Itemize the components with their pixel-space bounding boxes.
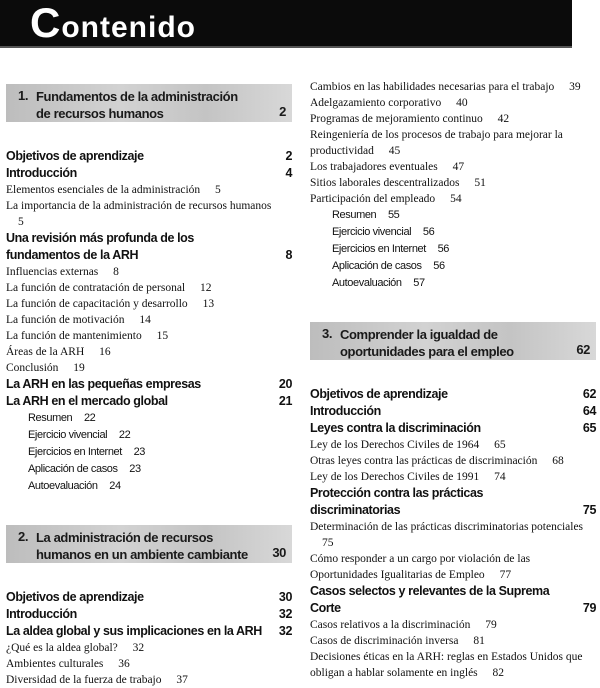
toc-entry[interactable] xyxy=(310,79,596,95)
page-number: 56 xyxy=(433,260,445,272)
entry-title: Ejercicio vivencial xyxy=(332,226,412,238)
subsection-entry[interactable] xyxy=(310,241,596,258)
entry-title: Participación del empleado xyxy=(310,193,436,205)
entry-title: Ambientes culturales xyxy=(6,658,104,670)
entry-title: Ejercicio vivencial xyxy=(28,429,108,441)
page-number: 30 xyxy=(278,590,292,604)
page-number: 30 xyxy=(272,545,286,560)
toc-entry[interactable] xyxy=(310,111,596,127)
subsection-entry[interactable] xyxy=(310,258,596,275)
entry-title: Conclusión xyxy=(6,362,59,374)
entry-title: Determinación de las prácticas discriminatorias potenciales xyxy=(310,521,584,533)
page-number: 37 xyxy=(176,674,188,686)
entry-title: La ARH en el mercado global xyxy=(6,394,168,408)
section-heading[interactable] xyxy=(310,583,596,617)
toc-entry[interactable] xyxy=(310,551,596,583)
entry-title: Ley de los Derechos Civiles de 1991 xyxy=(310,471,480,483)
entry-title: Otras leyes contra las prácticas de discriminación xyxy=(310,455,538,467)
page-number: 8 xyxy=(285,248,292,262)
toc-entry[interactable] xyxy=(310,191,596,207)
entry-title: Aplicación de casos xyxy=(332,260,422,272)
page-number: 51 xyxy=(474,177,486,189)
page-number: 82 xyxy=(492,667,505,679)
entry-title: Los trabajadores eventuales xyxy=(310,161,438,173)
page-number: 55 xyxy=(387,209,400,221)
toc-entry[interactable] xyxy=(310,453,596,469)
chapter-number: 2. xyxy=(18,529,29,544)
page-number: 47 xyxy=(452,161,465,173)
toc-entry[interactable] xyxy=(6,344,292,360)
toc-left-column xyxy=(6,84,292,688)
page-number: 54 xyxy=(450,193,462,205)
section-heading[interactable] xyxy=(310,386,596,403)
entry-title: Adelgazamiento corporativo xyxy=(310,97,442,109)
toc-entry[interactable] xyxy=(310,95,596,111)
toc-right-column xyxy=(310,79,596,681)
entry-title: Cambios en las habilidades necesarias para el trabajo xyxy=(310,81,555,93)
page-number: 16 xyxy=(99,346,111,358)
page-number: 23 xyxy=(133,446,146,458)
toc-entry[interactable] xyxy=(6,264,292,280)
entry-title: La función de contratación de personal xyxy=(6,282,186,294)
entry-title: Sitios laborales descentralizados xyxy=(310,177,460,189)
chapter-title: Fundamentos de la administración de recursos humanos xyxy=(36,89,238,121)
chapter-number: 1. xyxy=(18,88,29,103)
entry-title: Autoevaluación xyxy=(332,277,402,289)
subsection-entry[interactable] xyxy=(6,410,292,427)
entry-title: Ejercicios en Internet xyxy=(28,446,122,458)
section-heading[interactable] xyxy=(6,606,292,623)
page-number: 74 xyxy=(494,471,506,483)
page-title xyxy=(30,2,196,45)
subsection-entry[interactable] xyxy=(6,461,292,478)
chapter-heading[interactable] xyxy=(6,84,292,122)
toc-entry[interactable] xyxy=(310,437,596,453)
page-number: 56 xyxy=(422,226,435,238)
page-number: 79 xyxy=(582,601,596,615)
page-number: 81 xyxy=(473,635,485,647)
page-number: 79 xyxy=(485,619,497,631)
entry-title: Casos relativos a la discriminación xyxy=(310,619,471,631)
section-heading[interactable] xyxy=(6,230,292,264)
page-number: 12 xyxy=(200,282,212,294)
section-heading[interactable] xyxy=(6,589,292,606)
page-number: 13 xyxy=(202,298,215,310)
entry-title: Ejercicios en Internet xyxy=(332,243,426,255)
section-heading[interactable] xyxy=(310,420,596,437)
toc-entry[interactable] xyxy=(6,672,292,688)
entry-title: La importancia de la administración de recursos humanos xyxy=(6,200,272,212)
entry-title: Introducción xyxy=(310,404,381,418)
page-number: 75 xyxy=(322,537,334,549)
toc-entry[interactable] xyxy=(6,312,292,328)
section-heading[interactable] xyxy=(6,165,292,182)
entry-title: Introducción xyxy=(6,166,77,180)
section-heading[interactable] xyxy=(6,148,292,165)
toc-entry[interactable] xyxy=(310,649,596,681)
subsection-entry[interactable] xyxy=(310,207,596,224)
page-header xyxy=(0,0,572,48)
entry-title: Cómo responder a un cargo por violación de las Oportunidades Igualitarias de Empleo xyxy=(310,553,531,581)
page-number: 62 xyxy=(582,387,596,401)
page-number: 39 xyxy=(569,81,581,93)
page-number: 75 xyxy=(582,503,596,517)
toc-entry[interactable] xyxy=(6,640,292,656)
entry-title: Programas de mejoramiento continuo xyxy=(310,113,483,125)
page-number: 15 xyxy=(156,330,169,342)
page-number: 45 xyxy=(388,145,401,157)
entry-title: La función de capacitación y desarrollo xyxy=(6,298,188,310)
chapter-heading[interactable] xyxy=(6,525,292,563)
page-number: 14 xyxy=(139,314,151,326)
page-number: 77 xyxy=(499,569,512,581)
page-number: 2 xyxy=(285,149,292,163)
title-rest: ontenido xyxy=(61,11,196,44)
entry-title: Introducción xyxy=(6,607,77,621)
toc-entry[interactable] xyxy=(310,175,596,191)
entry-title: Influencias externas xyxy=(6,266,99,278)
page-number: 32 xyxy=(132,642,145,654)
entry-title: Protección contra las prácticas discriminatorias xyxy=(310,486,484,517)
page-number: 57 xyxy=(413,277,425,289)
entry-title: Elementos esenciales de la administración xyxy=(6,184,201,196)
entry-title: Objetivos de aprendizaje xyxy=(6,590,144,604)
entry-title: Casos selectos y relevantes de la Suprema Corte xyxy=(310,584,550,615)
entry-title: La aldea global y sus implicaciones en la ARH xyxy=(6,624,262,638)
toc-entry[interactable] xyxy=(6,182,292,198)
toc-entry[interactable] xyxy=(6,656,292,672)
toc-entry[interactable] xyxy=(310,633,596,649)
page-number: 19 xyxy=(73,362,85,374)
entry-title: Autoevaluación xyxy=(28,480,98,492)
chapter-title: La administración de recursos humanos en un ambiente cambiante xyxy=(36,530,248,562)
page-number: 22 xyxy=(118,429,131,441)
page-number: 36 xyxy=(118,658,130,670)
entry-title: Diversidad de la fuerza de trabajo xyxy=(6,674,162,686)
entry-title: Una revisión más profunda de los fundamentos de la ARH xyxy=(6,231,194,262)
entry-title: La función de mantenimiento xyxy=(6,330,142,342)
entry-title: Reingeniería de los procesos de trabajo para mejorar la productividad xyxy=(310,129,563,157)
section-heading[interactable] xyxy=(6,623,292,640)
section-heading[interactable] xyxy=(310,485,596,519)
entry-title: La ARH en las pequeñas empresas xyxy=(6,377,201,391)
page-number: 40 xyxy=(456,97,468,109)
page-number: 32 xyxy=(278,624,292,638)
entry-title: Decisiones éticas en la ARH: reglas en Estados Unidos que obligan a hablar solamente en inglés xyxy=(310,651,583,679)
page-number: 56 xyxy=(437,243,450,255)
page-number: 20 xyxy=(278,377,292,391)
entry-title: Objetivos de aprendizaje xyxy=(6,149,144,163)
section-heading[interactable] xyxy=(6,393,292,410)
toc-entry[interactable] xyxy=(310,127,596,159)
subsection-entry[interactable] xyxy=(6,427,292,444)
page-number: 8 xyxy=(113,266,119,278)
page-number: 65 xyxy=(582,421,596,435)
chapter-number: 3. xyxy=(322,326,333,341)
entry-title: Ley de los Derechos Civiles de 1964 xyxy=(310,439,480,451)
toc-entry[interactable] xyxy=(6,360,292,376)
entry-title: Resumen xyxy=(28,412,73,424)
page-number: 24 xyxy=(109,480,121,492)
page-number: 5 xyxy=(18,216,24,228)
page-number: 62 xyxy=(576,342,590,357)
subsection-entry[interactable] xyxy=(6,478,292,495)
toc-entry[interactable] xyxy=(6,328,292,344)
page-number: 5 xyxy=(215,184,221,196)
chapter-heading[interactable] xyxy=(310,322,596,360)
page-number: 2 xyxy=(279,104,286,119)
page-number: 65 xyxy=(494,439,506,451)
page-number: 21 xyxy=(278,394,292,408)
section-heading[interactable] xyxy=(310,403,596,420)
entry-title: Leyes contra la discriminación xyxy=(310,421,481,435)
entry-title: Áreas de la ARH xyxy=(6,346,85,358)
page-number: 32 xyxy=(278,607,292,621)
entry-title: Casos de discriminación inversa xyxy=(310,635,459,647)
entry-title: ¿Qué es la aldea global? xyxy=(6,642,118,654)
toc-entry[interactable] xyxy=(310,159,596,175)
entry-title: La función de motivación xyxy=(6,314,125,326)
subsection-entry[interactable] xyxy=(310,275,596,292)
toc-entry[interactable] xyxy=(6,280,292,296)
toc-entry[interactable] xyxy=(6,198,292,230)
toc-entry[interactable] xyxy=(310,519,596,551)
chapter-title: Comprender la igualdad de oportunidades para el empleo xyxy=(340,327,514,359)
title-initial: C xyxy=(30,0,62,46)
toc-entry[interactable] xyxy=(6,296,292,312)
page-number: 64 xyxy=(582,404,596,418)
entry-title: Objetivos de aprendizaje xyxy=(310,387,448,401)
page-number: 68 xyxy=(552,455,564,467)
entry-title: Aplicación de casos xyxy=(28,463,118,475)
subsection-entry[interactable] xyxy=(6,444,292,461)
page-number: 22 xyxy=(83,412,96,424)
page-number: 4 xyxy=(285,166,292,180)
toc-entry[interactable] xyxy=(310,469,596,485)
page-number: 23 xyxy=(129,463,141,475)
section-heading[interactable] xyxy=(6,376,292,393)
entry-title: Resumen xyxy=(332,209,377,221)
toc-entry[interactable] xyxy=(310,617,596,633)
page-number: 42 xyxy=(497,113,510,125)
subsection-entry[interactable] xyxy=(310,224,596,241)
